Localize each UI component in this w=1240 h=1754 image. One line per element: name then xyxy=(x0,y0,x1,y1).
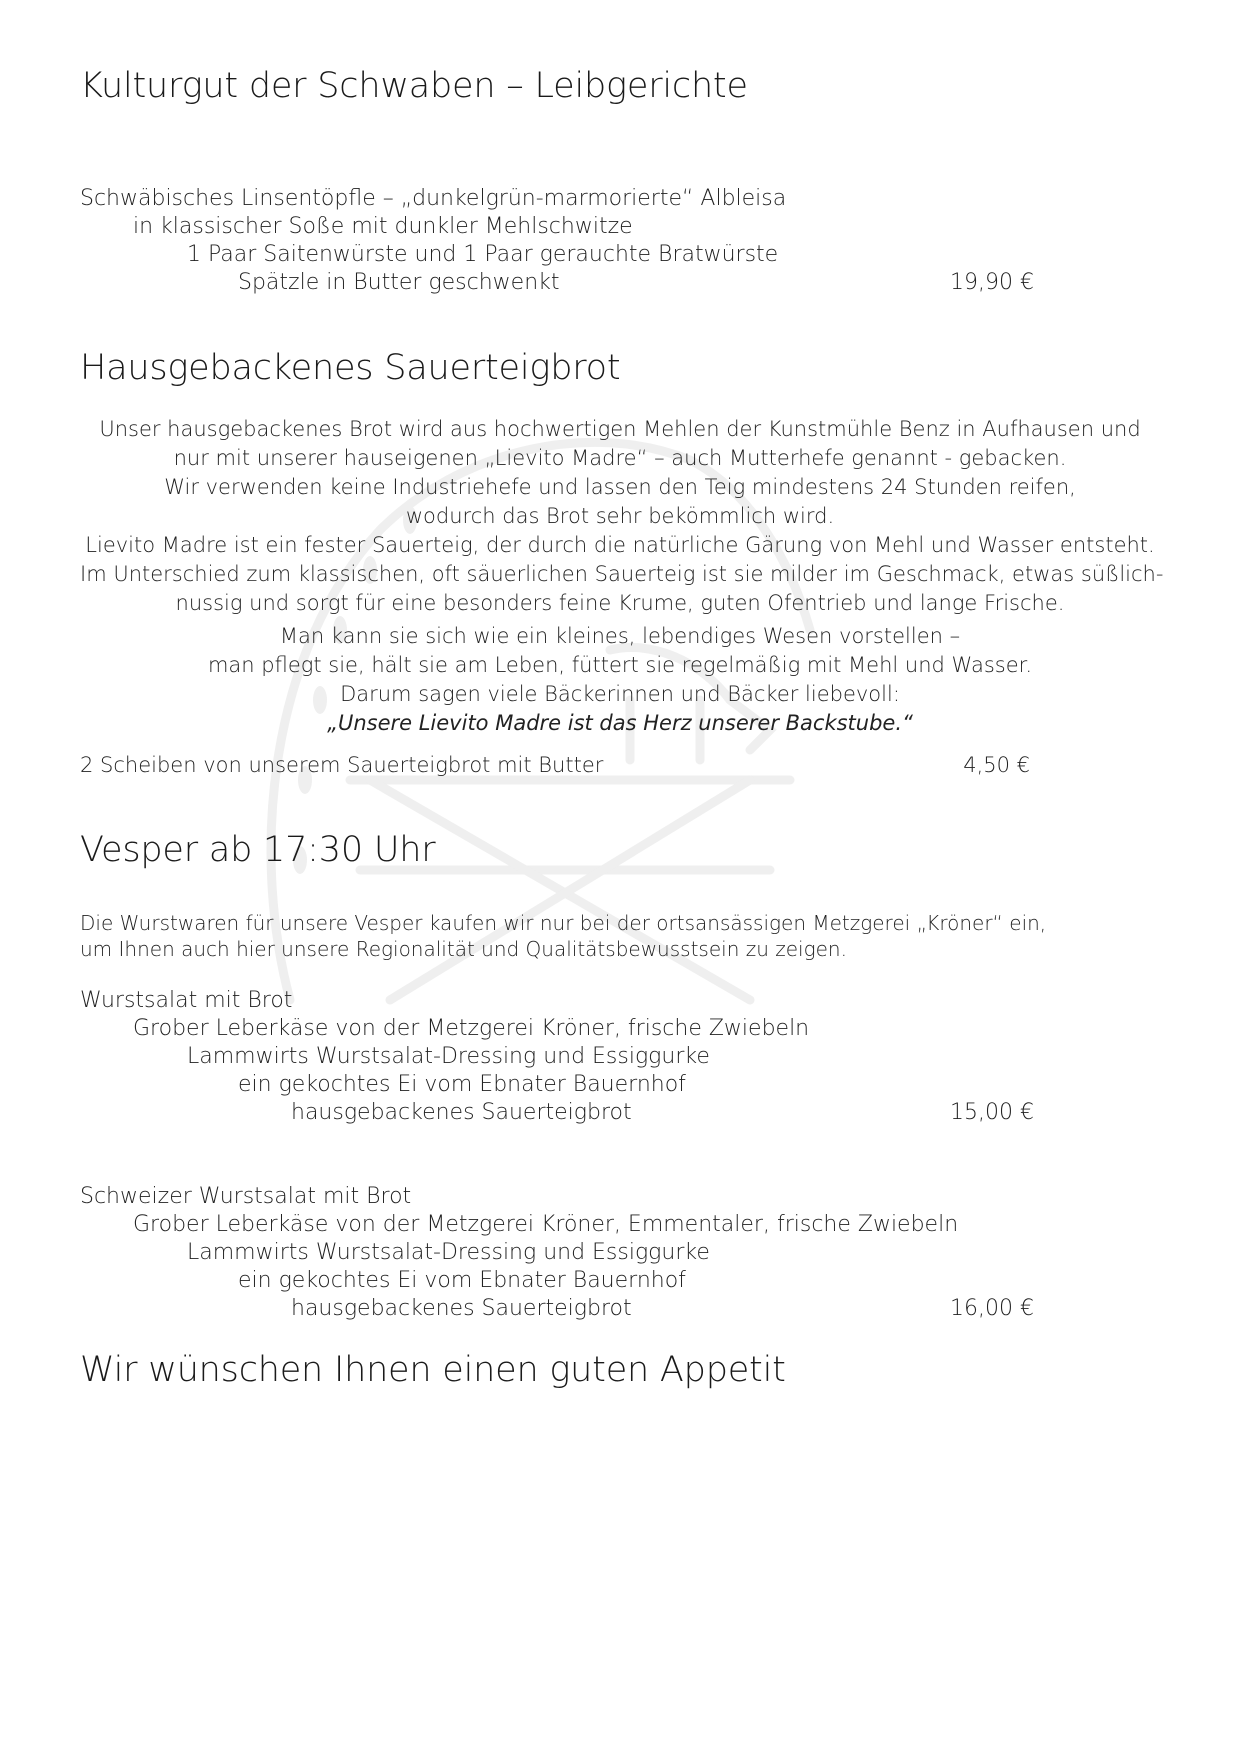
dish-2-price: 15,00 € xyxy=(950,1100,1034,1125)
bread-text-line: wodurch das Brot sehr bekömmlich wird. xyxy=(405,504,835,528)
dish-1-price: 19,90 € xyxy=(950,270,1034,295)
bread-text-line: Man kann sie sich wie ein kleines, lebendiges Wesen vorstellen – xyxy=(279,624,961,648)
dish-3-line-5: hausgebackenes Sauerteigbrot xyxy=(291,1296,632,1321)
bread-text-line: nussig und sorgt für eine besonders feine Krume, guten Ofentrieb und lange Frische. xyxy=(175,591,1065,615)
bread-item-label: 2 Scheiben von unserem Sauerteigbrot mit Butter xyxy=(80,753,604,777)
bread-text-line: man pflegt sie, hält sie am Leben, füttert sie regelmäßig mit Mehl und Wasser. xyxy=(207,653,1033,677)
closing-line: Wir wünschen Ihnen einen guten Appetit xyxy=(80,1350,786,1390)
vesper-intro-line-2: um Ihnen auch hier unsere Regionalität und Qualitätsbewusstsein zu zeigen. xyxy=(80,937,847,961)
section-heading-vesper: Vesper ab 17:30 Uhr xyxy=(80,830,436,870)
dish-1-line-2: in klassischer Soße mit dunkler Mehlschwitze xyxy=(133,214,633,239)
bread-metaphor xyxy=(80,622,1160,738)
dish-1-line-1: Schwäbisches Linsentöpfle – „dunkelgrün-marmorierte“ Albleisa xyxy=(80,186,787,211)
bread-text-line: Im Unterschied zum klassischen, oft säuerlichen Sauerteig ist sie milder im Geschmack, etwas süßlich- xyxy=(80,562,1164,586)
dish-3-line-2: Grober Leberkäse von der Metzgerei Kröner, Emmentaler, frische Zwiebeln xyxy=(133,1212,959,1237)
bread-text-line: nur mit unserer hauseigenen „Lievito Madre“ – auch Mutterhefe genannt - gebacken. xyxy=(173,446,1067,470)
dish-3-title: Schweizer Wurstsalat mit Brot xyxy=(80,1184,412,1209)
bread-text-line: Wir verwenden keine Industriehefe und lassen den Teig mindestens 24 Stunden reifen, xyxy=(164,475,1076,499)
dish-2-title: Wurstsalat mit Brot xyxy=(80,988,293,1013)
dish-3-line-3: Lammwirts Wurstsalat-Dressing und Essiggurke xyxy=(187,1240,710,1265)
dish-1-line-3: 1 Paar Saitenwürste und 1 Paar gerauchte Bratwürste xyxy=(187,242,779,267)
dish-2-line-5: hausgebackenes Sauerteigbrot xyxy=(291,1100,632,1125)
dish-3-price: 16,00 € xyxy=(950,1296,1034,1321)
dish-2-line-2: Grober Leberkäse von der Metzgerei Kröner, frische Zwiebeln xyxy=(133,1016,810,1041)
section-heading-sauerteigbrot: Hausgebackenes Sauerteigbrot xyxy=(80,348,621,388)
bread-item-price: 4,50 € xyxy=(963,753,1030,777)
bread-text-line: Darum sagen viele Bäckerinnen und Bäcker liebevoll: xyxy=(340,682,900,706)
bread-description xyxy=(80,415,1164,618)
section-heading-leibgerichte: Kulturgut der Schwaben – Leibgerichte xyxy=(80,66,748,106)
vesper-intro-line-1: Die Wurstwaren für unsere Vesper kaufen wir nur bei der ortsansässigen Metzgerei „Kröner“ ein, xyxy=(80,911,1047,935)
dish-2-line-4: ein gekochtes Ei vom Ebnater Bauernhof xyxy=(238,1072,686,1097)
bread-quote: „Unsere Lievito Madre ist das Herz unserer Backstube.“ xyxy=(327,711,913,735)
bread-text-line: Lievito Madre ist ein fester Sauerteig, der durch die natürliche Gärung von Mehl und Wasser entsteht. xyxy=(85,533,1155,557)
bread-text-line: Unser hausgebackenes Brot wird aus hochwertigen Mehlen der Kunstmühle Benz in Aufhausen und xyxy=(99,417,1141,441)
dish-2-line-3: Lammwirts Wurstsalat-Dressing und Essiggurke xyxy=(187,1044,710,1069)
dish-3-line-4: ein gekochtes Ei vom Ebnater Bauernhof xyxy=(238,1268,686,1293)
dish-1-line-4: Spätzle in Butter geschwenkt xyxy=(238,270,560,295)
